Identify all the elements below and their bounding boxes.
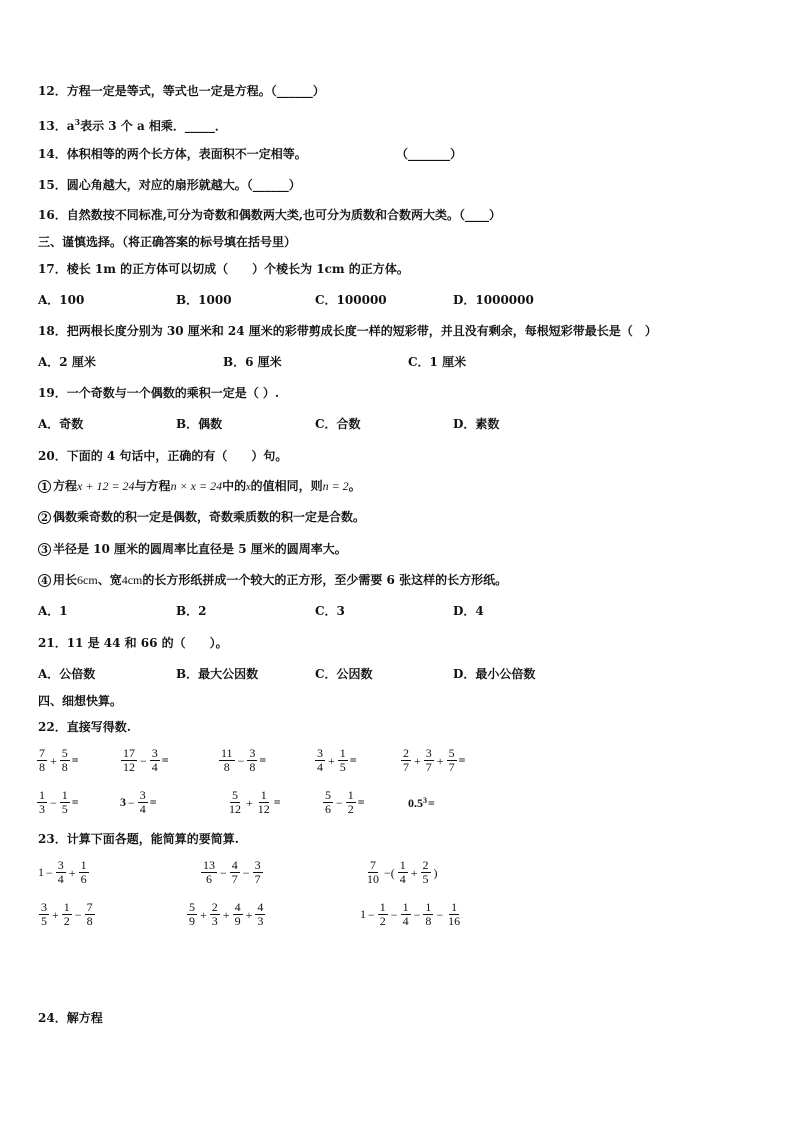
- option-d: D．最小公倍数: [453, 667, 536, 681]
- calc-expression: $\frac{11}{8}$ − $\frac{3}{8}$ =: [221, 746, 267, 774]
- statement-4: 4 用长6cm、宽4cm的长方形纸拼成一个较大的正方形，至少需要 6 张这样的长方形纸。: [38, 573, 507, 587]
- question-22: 22．直接写得数.: [38, 720, 131, 734]
- option-c: C．合数: [315, 417, 361, 431]
- section-3-heading: 三、谨慎选择。（将正确答案的标号填在括号里）: [38, 235, 297, 249]
- option-c: C．1 厘米: [408, 355, 467, 369]
- option-a: A．2 厘米: [38, 355, 96, 369]
- section-4-heading: 四、细想快算。: [38, 694, 123, 708]
- calc-expression: 1 − $\frac{3}{4}$ + $\frac{1}{6}$: [38, 858, 87, 886]
- option-c: C．100000: [315, 293, 387, 307]
- statement-1: 1 方程x + 12 = 24与方程n × x = 24中的x的值相同，则n = 2。: [38, 479, 361, 495]
- circled-number-3: 3: [38, 543, 51, 556]
- calc-expression: $\frac{3}{5}$ + $\frac{1}{2}$ − $\frac{7}{8}$: [41, 900, 93, 928]
- calc-expression: $\frac{2}{7}$ + $\frac{3}{7}$ + $\frac{5}{7}$ =: [403, 746, 466, 774]
- question-18: 18．把两根长度分别为 30 厘米和 24 厘米的彩带剪成长度一样的短彩带，并且没有剩余，每根短彩带最长是（ ）: [38, 324, 657, 338]
- option-b: B．2: [176, 604, 207, 618]
- circled-number-4: 4: [38, 574, 51, 587]
- option-c: C．公因数: [315, 667, 373, 681]
- circled-number-2: 2: [38, 511, 51, 524]
- calc-expression: 0.5 $^3$ =: [408, 796, 435, 810]
- question-17: 17．棱长 1m 的正方体可以切成（ ）个棱长为 1cm 的正方体。: [38, 262, 409, 276]
- option-a: A．公倍数: [38, 667, 96, 681]
- calc-expression: $\frac{5}{12}$ + $\frac{1}{12}$ =: [229, 788, 281, 816]
- question-13: 13．$a^3$表示 3 个 a 相乘．_____．: [38, 117, 227, 133]
- option-c: C．3: [315, 604, 345, 618]
- calc-expression: $\frac{5}{9}$ + $\frac{2}{3}$ + $\frac{4}{9}$ + $\frac{4}{3}$: [189, 900, 264, 928]
- question-12: 12．方程一定是等式，等式也一定是方程。（______）: [38, 84, 325, 98]
- question-16: 16．自然数按不同标准,可分为奇数和偶数两大类,也可分为质数和合数两大类。（____）: [38, 208, 502, 222]
- question-15: 15．圆心角越大，对应的扇形就越大。（______）: [38, 178, 301, 192]
- option-b: B．最大公因数: [176, 667, 259, 681]
- statement-2: 2 偶数乘奇数的积一定是偶数，奇数乘质数的积一定是合数。: [38, 510, 365, 524]
- calc-expression: $\frac{17}{12}$ − $\frac{3}{4}$ =: [123, 746, 169, 774]
- calc-expression: 3 − $\frac{3}{4}$ =: [120, 788, 157, 816]
- option-a: A．100: [38, 293, 85, 307]
- option-d: D．4: [453, 604, 484, 618]
- option-a: A．奇数: [38, 417, 84, 431]
- question-24: 24．解方程: [38, 1011, 103, 1025]
- calc-expression: $\frac{7}{8}$ + $\frac{5}{8}$ =: [39, 746, 79, 774]
- calc-expression: $\frac{13}{6}$ − $\frac{4}{7}$ − $\frac{3}{7}$: [203, 858, 261, 886]
- calc-expression: $\frac{1}{3}$ − $\frac{1}{5}$ =: [39, 788, 79, 816]
- option-a: A．1: [38, 604, 68, 618]
- calc-expression: $\frac{3}{4}$ + $\frac{1}{5}$ =: [317, 746, 357, 774]
- calc-expression: $\frac{5}{6}$ − $\frac{1}{2}$ =: [325, 788, 365, 816]
- question-19: 19．一个奇数与一个偶数的乘积一定是（ ）.: [38, 386, 280, 400]
- calc-expression: 1 − $\frac{1}{2}$ − $\frac{1}{4}$ − $\frac{1}{8}$ − $\frac{1}{16}$: [360, 900, 461, 928]
- answer-blank: （_______）: [396, 147, 463, 161]
- calc-expression: $\frac{7}{10}$ −( $\frac{1}{4}$ + $\frac{2}{5}$ ): [367, 858, 438, 886]
- question-20: 20．下面的 4 句话中，正确的有（ ）句。: [38, 449, 288, 463]
- statement-3: 3 半径是 10 厘米的圆周率比直径是 5 厘米的圆周率大。: [38, 542, 347, 556]
- option-d: D．1000000: [453, 293, 534, 307]
- question-21: 21．11 是 44 和 66 的（ ）。: [38, 636, 228, 650]
- question-23: 23．计算下面各题，能简算的要简算.: [38, 832, 239, 846]
- question-14: 14．体积相等的两个长方体，表面积不一定相等。 （_______）: [38, 147, 463, 161]
- option-b: B．偶数: [176, 417, 223, 431]
- circled-number-1: 1: [38, 480, 51, 493]
- option-d: D．素数: [453, 417, 500, 431]
- option-b: B．1000: [176, 293, 232, 307]
- option-b: B．6 厘米: [223, 355, 282, 369]
